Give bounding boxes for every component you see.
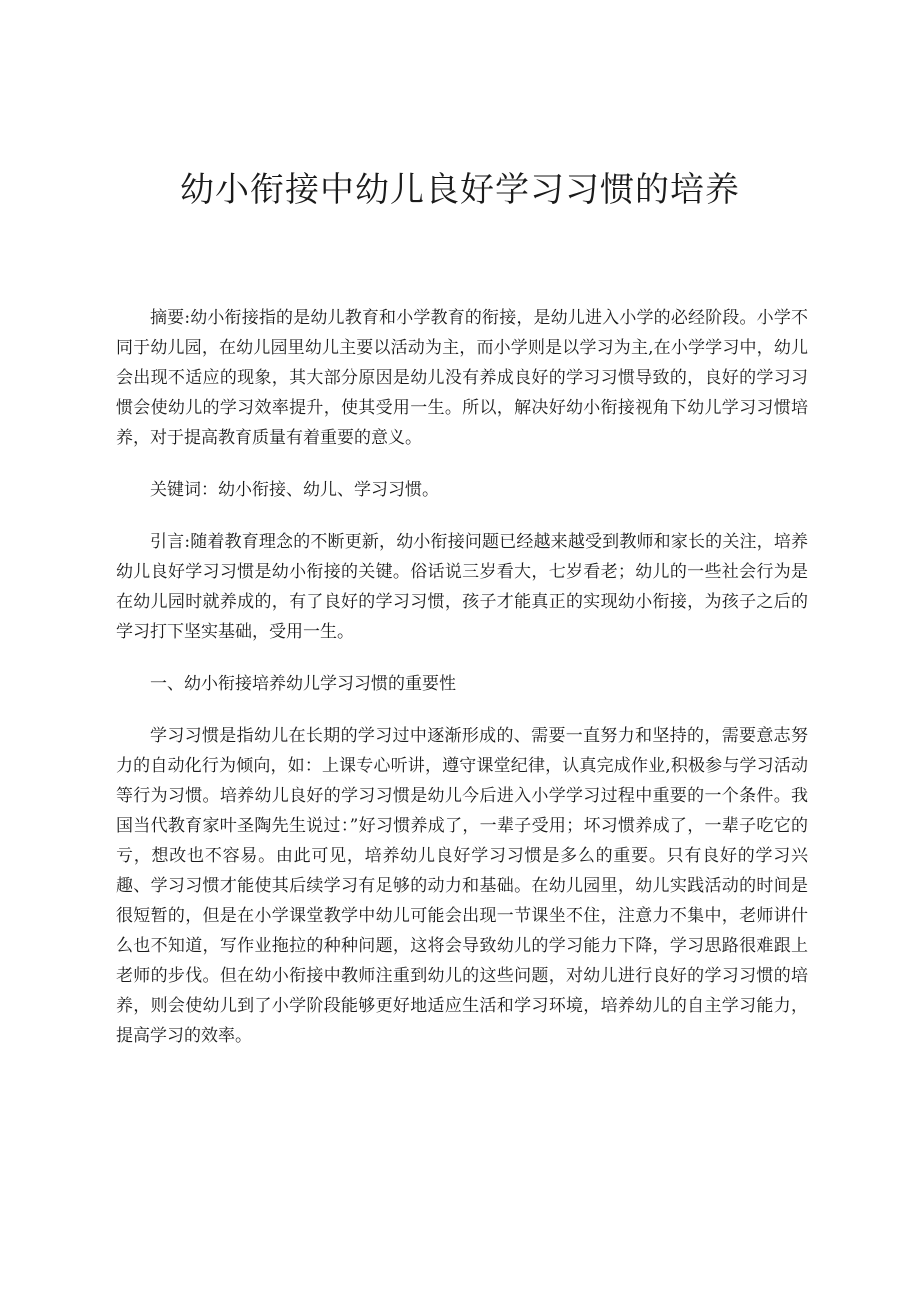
introduction-paragraph: 引言:随着教育理念的不断更新，幼小衔接问题已经越来越受到教师和家长的关注，培养幼儿良好学习习惯是幼小衔接的关键。俗话说三岁看大，七岁看老；幼儿的一些社会行为是在幼儿园时就养成的，有了良好的学习习惯，孩子才能真正的实现幼小衔接，为孩子之后的学习打下坚实基础，受用一生。 xyxy=(116,532,808,642)
keywords-paragraph: 关键词：幼小衔接、幼儿、学习习惯。 xyxy=(150,480,439,500)
section-paragraph: 学习习惯是指幼儿在长期的学习过中逐渐形成的、需要一直努力和坚持的，需要意志努力的自动化行为倾向，如：上课专心听讲，遵守课堂纪律，认真完成作业,积极参与学习活动等行为习惯。培养幼儿良好的学习习惯是幼儿今后进入小学学习过程中重要的一个条件。我国当代教育家叶圣陶先生说过：”好习惯养成了，一辈子受用；坏习惯养成了，一辈子吃它的亏，想改也不容易。由此可见，培养幼儿良好学习习惯是多么的重要。只有良好的学习兴趣、学习习惯才能使其后续学习有足够的动力和基础。在幼儿园里，幼儿实践活动的时间是很短暂的，但是在小学课堂教学中幼儿可能会出现一节课坐不住，注意力不集中，老师讲什么也不知道，写作业拖拉的种种问题，这将会导致幼儿的学习能力下降，学习思路很难跟上老师的步伐。但在幼小衔接中教师注重到幼儿的这些问题，对幼儿进行良好的学习习惯的培养，则会使幼儿到了小学阶段能够更好地适应生活和学习环境，培养幼儿的自主学习能力，提高学习的效率。 xyxy=(116,726,808,1046)
document-body xyxy=(116,303,808,1051)
abstract-paragraph: 摘要:幼小衔接指的是幼儿教育和小学教育的衔接，是幼儿进入小学的必经阶段。小学不同于幼儿园，在幼儿园里幼儿主要以活动为主，而小学则是以学习为主,在小学学习中，幼儿会出现不适应的现象，其大部分原因是幼儿没有养成良好的学习习惯导致的，良好的学习习惯会使幼儿的学习效率提升，使其受用一生。所以，解决好幼小衔接视角下幼儿学习习惯培养，对于提高教育质量有着重要的意义。 xyxy=(116,308,808,448)
section-heading: 一、幼小衔接培养幼儿学习习惯的重要性 xyxy=(150,674,456,694)
document-title: 幼小衔接中幼儿良好学习习惯的培养 xyxy=(180,170,740,210)
